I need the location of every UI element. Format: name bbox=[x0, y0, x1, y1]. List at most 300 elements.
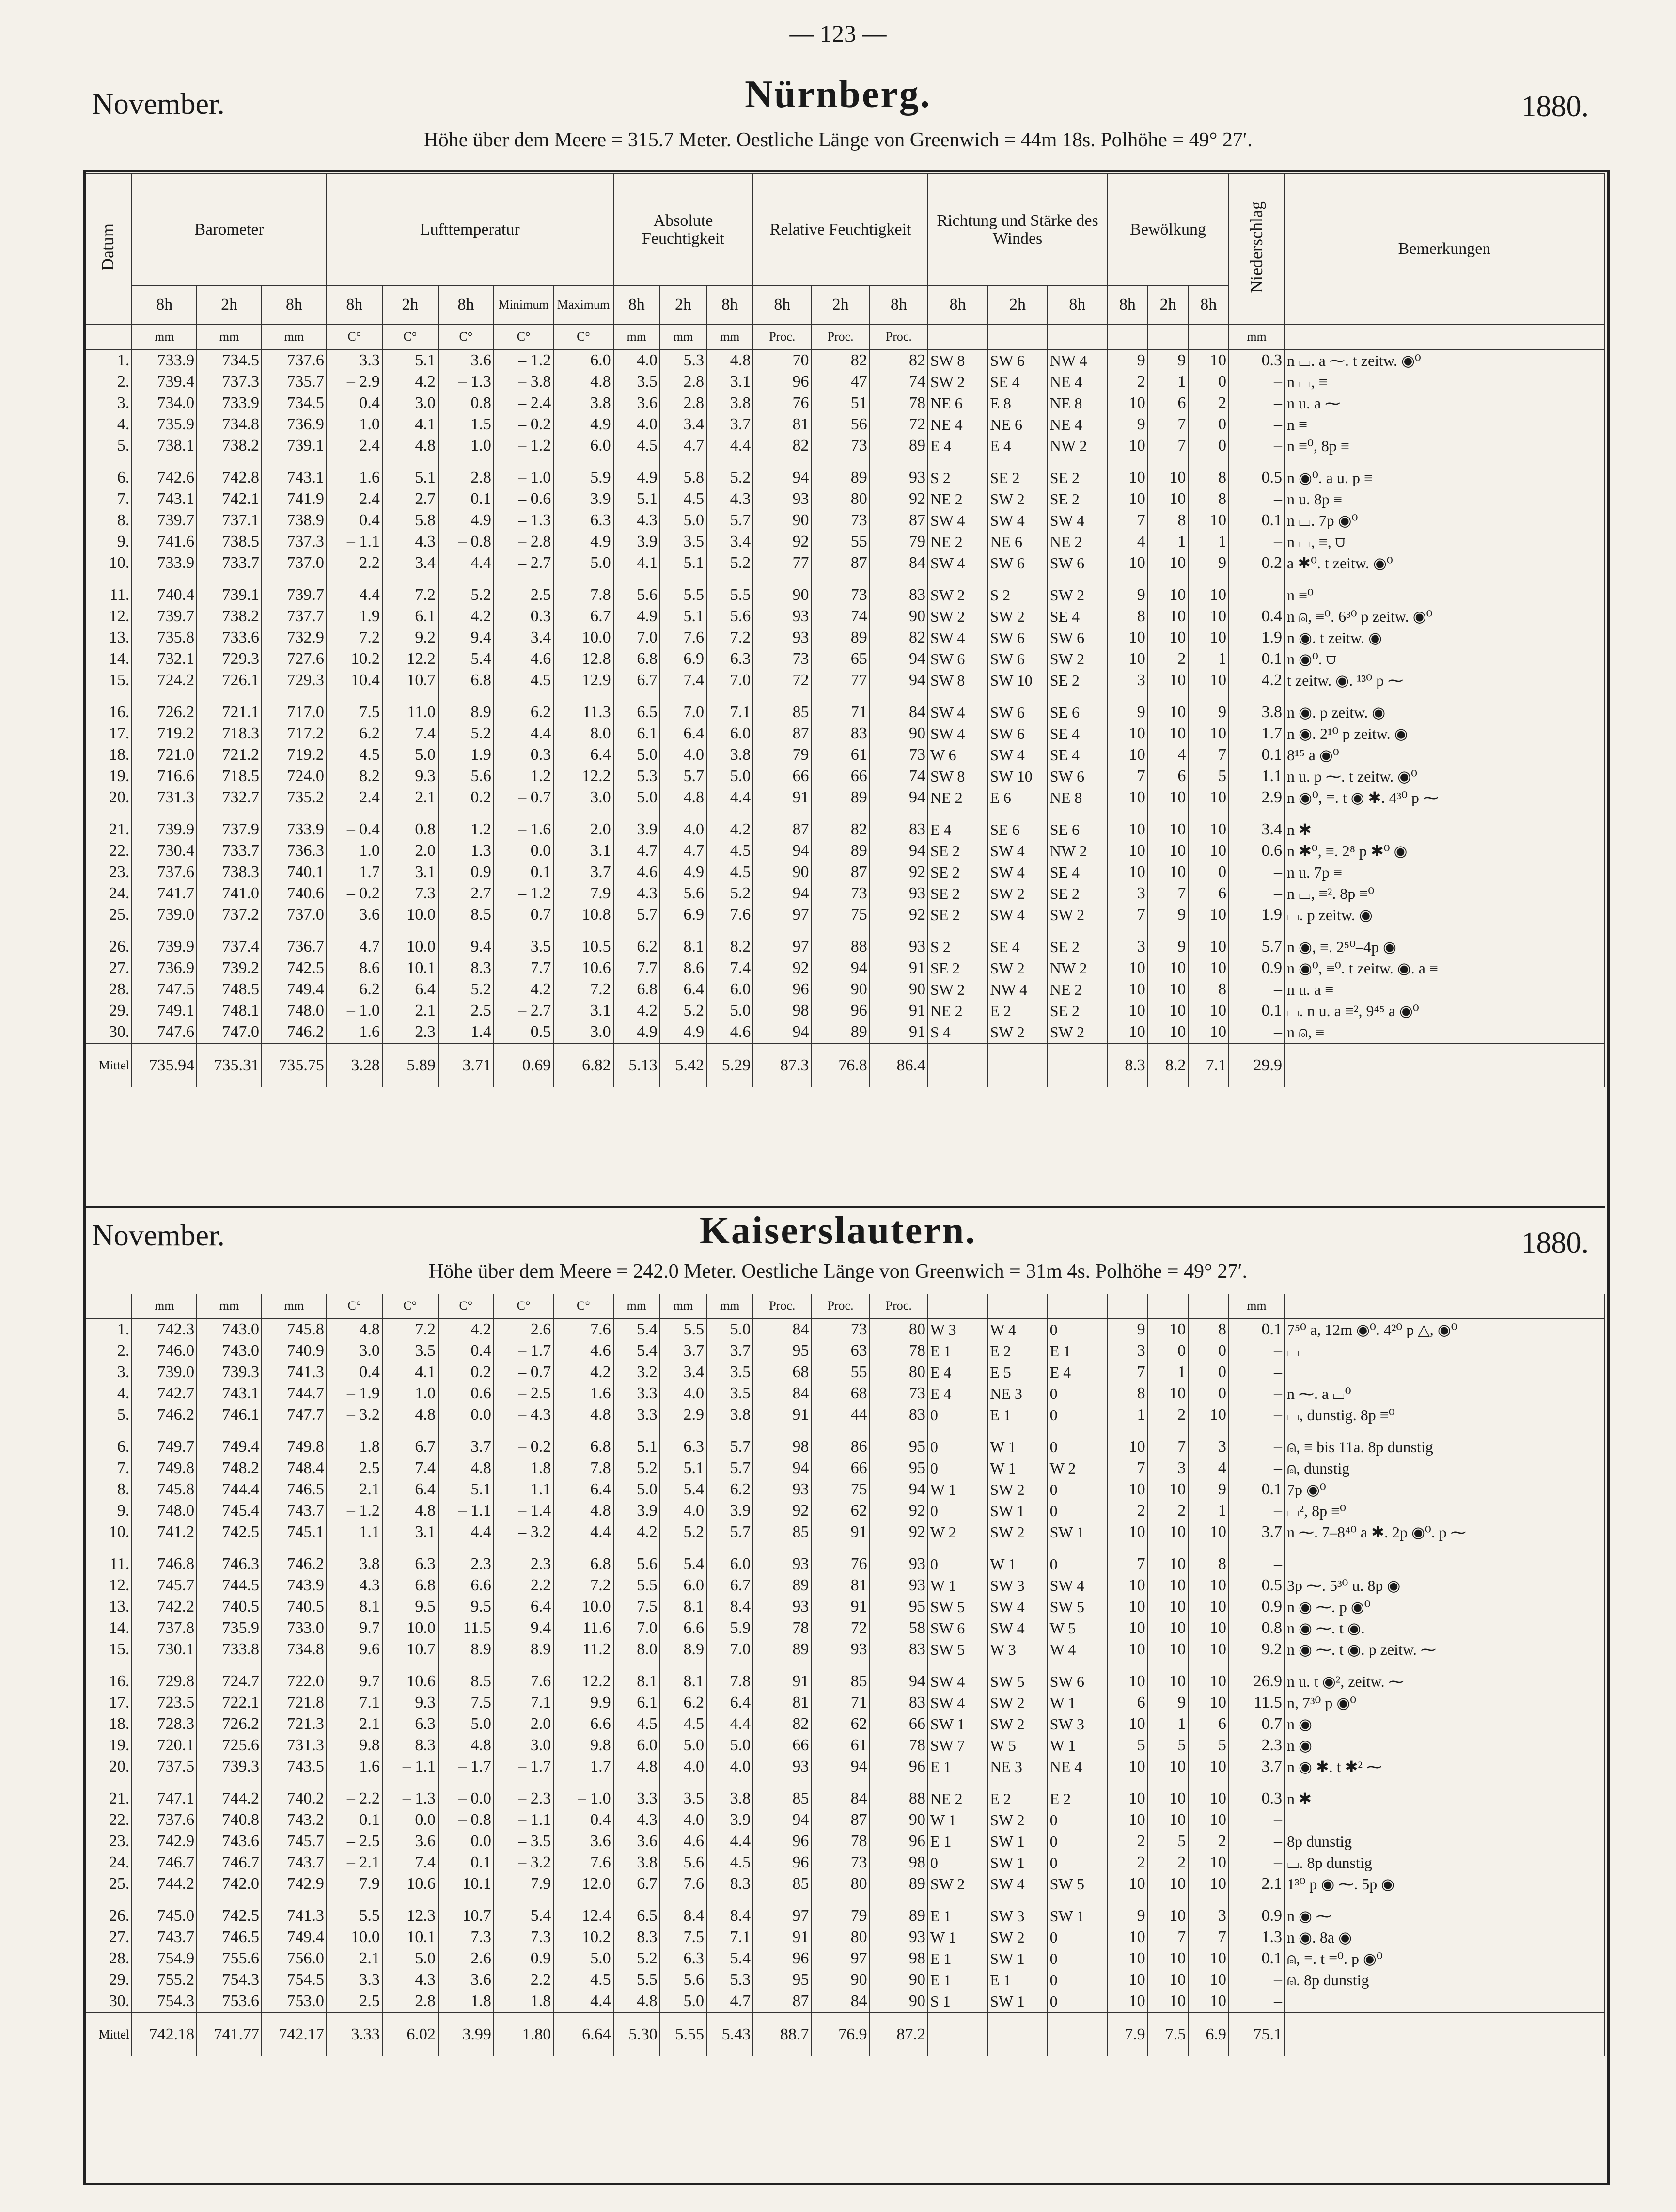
value-cell: W 1 bbox=[987, 1458, 1047, 1479]
value-cell: 0.4 bbox=[553, 1809, 613, 1831]
value-cell: 4.8 bbox=[613, 1991, 660, 2012]
hour-header-row: 8h 2h 8h 8h 2h 8h Minimum Maximum 8h 2h 8h 8h 2h 8h 8h 2h 8h 8h 2h 8h bbox=[84, 285, 1604, 324]
value-cell: 6.2 bbox=[660, 1692, 706, 1713]
remark-cell: ⍝, ≡ bis 11a. 8p dunstig bbox=[1284, 1436, 1604, 1458]
value-cell: 5.2 bbox=[438, 723, 494, 744]
value-cell: 10 bbox=[1107, 1991, 1148, 2012]
value-cell: 10.7 bbox=[438, 1905, 494, 1927]
value-cell: 10 bbox=[1188, 627, 1229, 648]
value-cell: 748.5 bbox=[197, 979, 262, 1000]
value-cell: SW 6 bbox=[987, 552, 1047, 574]
datum-header: Datum bbox=[97, 223, 117, 271]
value-cell: 749.4 bbox=[197, 1436, 262, 1458]
value-cell: 746.2 bbox=[262, 1021, 327, 1043]
unit-cell: C° bbox=[438, 1294, 494, 1318]
value-cell: 0.9 bbox=[1229, 957, 1284, 979]
value-cell: 88 bbox=[811, 936, 869, 957]
value-cell: – 3.2 bbox=[494, 1852, 553, 1873]
value-cell: NW 2 bbox=[1048, 435, 1107, 456]
value-cell: 87 bbox=[870, 510, 928, 531]
table-row bbox=[84, 510, 1604, 531]
value-cell: 3 bbox=[1148, 1458, 1189, 1479]
value-cell: 1 bbox=[1148, 531, 1189, 552]
value-cell: 721.8 bbox=[262, 1692, 327, 1713]
value-cell: 744.2 bbox=[197, 1788, 262, 1809]
value-cell: 2.1 bbox=[327, 1479, 382, 1500]
value-cell: 91 bbox=[753, 1404, 811, 1426]
value-cell: 5.0 bbox=[706, 1000, 753, 1021]
value-cell: 8 bbox=[1188, 1553, 1229, 1575]
value-cell: 734.0 bbox=[132, 392, 197, 414]
value-cell: 4.3 bbox=[706, 488, 753, 510]
mittel-cell: 6.02 bbox=[382, 2012, 438, 2056]
value-cell: 4.6 bbox=[553, 1340, 613, 1362]
value-cell: 10.0 bbox=[382, 904, 438, 926]
value-cell: 736.7 bbox=[262, 936, 327, 957]
value-cell: 8.1 bbox=[660, 1596, 706, 1617]
value-cell: 3.1 bbox=[553, 1000, 613, 1021]
value-cell: 5.5 bbox=[660, 1318, 706, 1340]
value-cell: 0.1 bbox=[327, 1809, 382, 1831]
value-cell: 0.0 bbox=[438, 1404, 494, 1426]
remark-cell bbox=[1284, 1991, 1604, 2012]
value-cell: 1.0 bbox=[327, 840, 382, 862]
value-cell: 1.7 bbox=[327, 862, 382, 883]
day-cell: 28. bbox=[84, 979, 132, 1000]
value-cell: 8.0 bbox=[613, 1639, 660, 1660]
value-cell: NE 6 bbox=[928, 392, 987, 414]
value-cell: 4.0 bbox=[613, 414, 660, 435]
table-row bbox=[84, 1479, 1604, 1500]
value-cell: 79 bbox=[870, 531, 928, 552]
value-cell: 10 bbox=[1188, 1596, 1229, 1617]
day-cell: 1. bbox=[84, 349, 132, 371]
value-cell: S 1 bbox=[928, 1991, 987, 2012]
value-cell: 9.2 bbox=[382, 627, 438, 648]
value-cell: – 2.9 bbox=[327, 371, 382, 392]
value-cell: 10 bbox=[1107, 840, 1148, 862]
day-cell: 30. bbox=[84, 1991, 132, 2012]
table-row bbox=[84, 1596, 1604, 1617]
value-cell: SW 4 bbox=[987, 840, 1047, 862]
value-cell: 743.7 bbox=[262, 1500, 327, 1522]
value-cell: W 1 bbox=[1048, 1692, 1107, 1713]
value-cell: 89 bbox=[811, 627, 869, 648]
value-cell: 4.2 bbox=[382, 371, 438, 392]
value-cell: 7.3 bbox=[494, 1927, 553, 1948]
value-cell: W 6 bbox=[928, 744, 987, 766]
day-cell: 18. bbox=[84, 1713, 132, 1735]
value-cell: 6.3 bbox=[660, 1436, 706, 1458]
day-cell: 13. bbox=[84, 1596, 132, 1617]
value-cell: 7.0 bbox=[613, 1617, 660, 1639]
mittel-cell: 76.9 bbox=[811, 2012, 869, 2056]
value-cell: 89 bbox=[870, 1873, 928, 1895]
value-cell: 10 bbox=[1107, 862, 1148, 883]
value-cell: 10 bbox=[1188, 1991, 1229, 2012]
value-cell: 5.8 bbox=[382, 510, 438, 531]
table-row bbox=[84, 414, 1604, 435]
value-cell: 10 bbox=[1107, 1021, 1148, 1043]
value-cell: 721.0 bbox=[132, 744, 197, 766]
value-cell: 742.9 bbox=[132, 1831, 197, 1852]
value-cell: 744.4 bbox=[197, 1479, 262, 1500]
remark-cell: n ⌴, ≡². 8p ≡⁰ bbox=[1284, 883, 1604, 904]
value-cell: – bbox=[1229, 1852, 1284, 1873]
value-cell: 742.5 bbox=[197, 1522, 262, 1543]
value-cell: 5.0 bbox=[553, 1948, 613, 1969]
value-cell: 1.2 bbox=[438, 819, 494, 840]
value-cell: 0 bbox=[928, 1553, 987, 1575]
table-row bbox=[84, 1362, 1604, 1383]
value-cell: 7.2 bbox=[553, 979, 613, 1000]
value-cell: 5.2 bbox=[438, 584, 494, 606]
table-row bbox=[84, 979, 1604, 1000]
value-cell: 743.0 bbox=[197, 1318, 262, 1340]
value-cell: 4.8 bbox=[660, 787, 706, 808]
value-cell: 0 bbox=[1048, 1969, 1107, 1991]
value-cell: SW 2 bbox=[1048, 904, 1107, 926]
value-cell: 9 bbox=[1188, 1479, 1229, 1500]
day-cell: 5. bbox=[84, 435, 132, 456]
value-cell: 3 bbox=[1188, 1436, 1229, 1458]
mittel-cell: 75.1 bbox=[1229, 2012, 1284, 2056]
value-cell: 80 bbox=[811, 1927, 869, 1948]
value-cell: 58 bbox=[870, 1617, 928, 1639]
value-cell: 11.3 bbox=[553, 702, 613, 723]
value-cell: 10 bbox=[1188, 787, 1229, 808]
value-cell: 80 bbox=[870, 1318, 928, 1340]
nuernberg-month: November. bbox=[92, 88, 225, 121]
value-cell: 9.4 bbox=[494, 1617, 553, 1639]
remark-cell: ⍝. 8p dunstig bbox=[1284, 1969, 1604, 1991]
value-cell: 3.7 bbox=[553, 862, 613, 883]
table-row bbox=[84, 1692, 1604, 1713]
value-cell: 736.9 bbox=[132, 957, 197, 979]
value-cell: 0.6 bbox=[438, 1383, 494, 1404]
value-cell: 2.5 bbox=[438, 1000, 494, 1021]
table-row bbox=[84, 1991, 1604, 2012]
value-cell: SW 2 bbox=[987, 1713, 1047, 1735]
value-cell: SE 2 bbox=[987, 467, 1047, 488]
table-row bbox=[84, 670, 1604, 691]
value-cell: 748.0 bbox=[262, 1000, 327, 1021]
value-cell: SW 4 bbox=[928, 702, 987, 723]
value-cell: SW 2 bbox=[987, 1809, 1047, 1831]
value-cell: 7 bbox=[1148, 883, 1189, 904]
value-cell: 10.1 bbox=[382, 957, 438, 979]
value-cell: 0.0 bbox=[382, 1809, 438, 1831]
value-cell: 0 bbox=[1048, 1809, 1107, 1831]
value-cell: 6.3 bbox=[706, 648, 753, 670]
value-cell: 3.9 bbox=[613, 819, 660, 840]
barometer-header: Barometer bbox=[132, 174, 327, 285]
value-cell: 3.6 bbox=[327, 904, 382, 926]
value-cell: 8.1 bbox=[660, 936, 706, 957]
value-cell: 8.9 bbox=[660, 1639, 706, 1660]
value-cell: 8.9 bbox=[438, 702, 494, 723]
value-cell: W 2 bbox=[928, 1522, 987, 1543]
unit-cell: mm bbox=[262, 324, 327, 349]
value-cell: 7.2 bbox=[382, 1318, 438, 1340]
value-cell: SW 2 bbox=[1048, 584, 1107, 606]
table-row bbox=[84, 1735, 1604, 1756]
value-cell: 10 bbox=[1148, 1671, 1189, 1692]
mittel-cell bbox=[1284, 2012, 1604, 2056]
group-spacer bbox=[84, 574, 1604, 584]
value-cell: 0.4 bbox=[438, 1340, 494, 1362]
value-cell: 10 bbox=[1188, 1756, 1229, 1777]
remark-cell bbox=[1284, 1553, 1604, 1575]
value-cell: 8.3 bbox=[382, 1735, 438, 1756]
day-cell: 7. bbox=[84, 1458, 132, 1479]
remark-cell: n ◉ bbox=[1284, 1735, 1604, 1756]
value-cell: 4.5 bbox=[706, 1852, 753, 1873]
value-cell: – 0.8 bbox=[438, 1809, 494, 1831]
remark-cell bbox=[1284, 1809, 1604, 1831]
remark-cell: ⍝, ≡. t ≡⁰. p ◉⁰ bbox=[1284, 1948, 1604, 1969]
value-cell: 5.0 bbox=[706, 766, 753, 787]
value-cell: 6 bbox=[1148, 392, 1189, 414]
value-cell: 1.6 bbox=[327, 1756, 382, 1777]
value-cell: 0 bbox=[1188, 862, 1229, 883]
value-cell: 96 bbox=[753, 1948, 811, 1969]
value-cell: SE 4 bbox=[1048, 862, 1107, 883]
value-cell: 747.1 bbox=[132, 1788, 197, 1809]
value-cell: 66 bbox=[753, 766, 811, 787]
unit-cell bbox=[1107, 1294, 1148, 1318]
value-cell: 85 bbox=[753, 1788, 811, 1809]
value-cell: E 2 bbox=[1048, 1788, 1107, 1809]
value-cell: 92 bbox=[870, 1500, 928, 1522]
value-cell: 2.6 bbox=[494, 1318, 553, 1340]
value-cell: 746.2 bbox=[262, 1553, 327, 1575]
day-cell: 10. bbox=[84, 1522, 132, 1543]
value-cell: 0.1 bbox=[1229, 1479, 1284, 1500]
value-cell: – 0.7 bbox=[494, 787, 553, 808]
value-cell: 10 bbox=[1107, 1671, 1148, 1692]
value-cell: 737.5 bbox=[132, 1756, 197, 1777]
value-cell: SW 8 bbox=[928, 766, 987, 787]
unit-cell bbox=[1048, 324, 1107, 349]
value-cell: 55 bbox=[811, 1362, 869, 1383]
value-cell: 98 bbox=[753, 1436, 811, 1458]
value-cell: 8 bbox=[1107, 606, 1148, 627]
value-cell: SW 5 bbox=[1048, 1596, 1107, 1617]
value-cell: 3.0 bbox=[382, 392, 438, 414]
value-cell: 10 bbox=[1148, 606, 1189, 627]
mittel-cell: 735.31 bbox=[197, 1043, 262, 1087]
value-cell: 3.5 bbox=[494, 936, 553, 957]
value-cell: 3.9 bbox=[613, 531, 660, 552]
value-cell: 10 bbox=[1148, 979, 1189, 1000]
value-cell: 3.8 bbox=[553, 392, 613, 414]
table-row bbox=[84, 531, 1604, 552]
mittel-cell: 3.99 bbox=[438, 2012, 494, 2056]
value-cell: 737.8 bbox=[132, 1617, 197, 1639]
value-cell: SW 4 bbox=[928, 552, 987, 574]
value-cell: SW 10 bbox=[987, 670, 1047, 691]
value-cell: SW 1 bbox=[987, 1948, 1047, 1969]
value-cell: 4.6 bbox=[706, 1021, 753, 1043]
value-cell: 740.1 bbox=[262, 862, 327, 883]
value-cell: – bbox=[1229, 1500, 1284, 1522]
value-cell: 85 bbox=[753, 1522, 811, 1543]
value-cell: SW 2 bbox=[987, 488, 1047, 510]
value-cell: 9.3 bbox=[382, 1692, 438, 1713]
value-cell: 748.2 bbox=[197, 1458, 262, 1479]
value-cell: 7.8 bbox=[706, 1671, 753, 1692]
value-cell: 10 bbox=[1188, 819, 1229, 840]
value-cell: 2.7 bbox=[438, 883, 494, 904]
value-cell: W 1 bbox=[1048, 1735, 1107, 1756]
value-cell: 10 bbox=[1188, 606, 1229, 627]
value-cell: 737.3 bbox=[197, 371, 262, 392]
value-cell: 3.1 bbox=[706, 371, 753, 392]
value-cell: 1.7 bbox=[553, 1756, 613, 1777]
value-cell: 10 bbox=[1148, 723, 1189, 744]
value-cell: 4.7 bbox=[613, 840, 660, 862]
remark-cell: n ◉⁰, ≡⁰. t zeitw. ◉. a ≡ bbox=[1284, 957, 1604, 979]
value-cell: E 4 bbox=[928, 819, 987, 840]
value-cell: 8.4 bbox=[660, 1905, 706, 1927]
unit-cell: C° bbox=[327, 324, 382, 349]
value-cell: 10 bbox=[1188, 1021, 1229, 1043]
value-cell: 4.2 bbox=[438, 1318, 494, 1340]
mittel-cell: 5.43 bbox=[706, 2012, 753, 2056]
nuernberg-table-body bbox=[84, 324, 1604, 1087]
day-cell: 2. bbox=[84, 371, 132, 392]
value-cell: 3.5 bbox=[382, 1340, 438, 1362]
value-cell: 3.4 bbox=[494, 627, 553, 648]
value-cell: NE 2 bbox=[928, 1000, 987, 1021]
value-cell: SE 4 bbox=[1048, 744, 1107, 766]
value-cell: SW 2 bbox=[987, 1479, 1047, 1500]
value-cell: 8.3 bbox=[613, 1927, 660, 1948]
value-cell: 1.4 bbox=[438, 1021, 494, 1043]
value-cell: – 1.1 bbox=[382, 1756, 438, 1777]
value-cell: 736.3 bbox=[262, 840, 327, 862]
value-cell: 10 bbox=[1107, 1522, 1148, 1543]
value-cell: 5 bbox=[1148, 1735, 1189, 1756]
value-cell: 741.3 bbox=[262, 1362, 327, 1383]
value-cell: 742.7 bbox=[132, 1383, 197, 1404]
wind-header: Richtung und Stärke des Windes bbox=[928, 174, 1107, 285]
value-cell: 91 bbox=[870, 1021, 928, 1043]
table-row bbox=[84, 1021, 1604, 1043]
value-cell: – 1.2 bbox=[327, 1500, 382, 1522]
value-cell: 12.0 bbox=[553, 1873, 613, 1895]
value-cell: 91 bbox=[811, 1596, 869, 1617]
value-cell: SW 1 bbox=[987, 1991, 1047, 2012]
value-cell: 91 bbox=[753, 1671, 811, 1692]
value-cell: 8.9 bbox=[494, 1639, 553, 1660]
value-cell: 5.3 bbox=[613, 766, 660, 787]
value-cell: 2.9 bbox=[1229, 787, 1284, 808]
value-cell: 0 bbox=[928, 1852, 987, 1873]
value-cell: 4.8 bbox=[706, 349, 753, 371]
unit-cell bbox=[1148, 1294, 1189, 1318]
value-cell: 737.4 bbox=[197, 936, 262, 957]
value-cell: 743.5 bbox=[262, 1756, 327, 1777]
value-cell: 84 bbox=[870, 552, 928, 574]
value-cell: NE 4 bbox=[1048, 1756, 1107, 1777]
value-cell: 4.4 bbox=[327, 584, 382, 606]
value-cell: 0 bbox=[1188, 1362, 1229, 1383]
value-cell: 6.4 bbox=[382, 1479, 438, 1500]
value-cell: 73 bbox=[811, 883, 869, 904]
value-cell: 735.8 bbox=[132, 627, 197, 648]
value-cell: 88 bbox=[870, 1788, 928, 1809]
value-cell: 10.2 bbox=[553, 1927, 613, 1948]
value-cell: – 1.3 bbox=[438, 371, 494, 392]
table-row bbox=[84, 883, 1604, 904]
value-cell: 1.2 bbox=[494, 766, 553, 787]
value-cell: 2.0 bbox=[553, 819, 613, 840]
day-cell: 3. bbox=[84, 392, 132, 414]
value-cell: SW 5 bbox=[987, 1671, 1047, 1692]
value-cell: 93 bbox=[870, 1575, 928, 1596]
value-cell: 5.5 bbox=[613, 1969, 660, 1991]
value-cell: 10 bbox=[1188, 957, 1229, 979]
value-cell: 10 bbox=[1188, 1000, 1229, 1021]
value-cell: W 1 bbox=[987, 1436, 1047, 1458]
value-cell: 3 bbox=[1107, 670, 1148, 691]
value-cell: 1.0 bbox=[327, 414, 382, 435]
value-cell: 4.2 bbox=[706, 819, 753, 840]
value-cell: SW 4 bbox=[928, 627, 987, 648]
mittel-label: Mittel bbox=[84, 1043, 132, 1087]
value-cell: 8.9 bbox=[438, 1639, 494, 1660]
value-cell: 5.0 bbox=[438, 1713, 494, 1735]
value-cell: 7.6 bbox=[553, 1318, 613, 1340]
value-cell: 738.1 bbox=[132, 435, 197, 456]
value-cell: 10 bbox=[1148, 840, 1189, 862]
value-cell: 1.8 bbox=[494, 1458, 553, 1479]
value-cell: 10 bbox=[1107, 435, 1148, 456]
value-cell: – bbox=[1229, 435, 1284, 456]
group-spacer bbox=[84, 691, 1604, 702]
value-cell: E 8 bbox=[987, 392, 1047, 414]
value-cell: 10 bbox=[1148, 819, 1189, 840]
value-cell: 718.3 bbox=[197, 723, 262, 744]
value-cell: 4.0 bbox=[660, 1809, 706, 1831]
value-cell: 5.5 bbox=[613, 1575, 660, 1596]
mittel-cell: 7.9 bbox=[1107, 2012, 1148, 2056]
value-cell: 5.6 bbox=[660, 1969, 706, 1991]
value-cell: 754.3 bbox=[132, 1991, 197, 2012]
value-cell: 95 bbox=[753, 1969, 811, 1991]
value-cell: 10 bbox=[1188, 1575, 1229, 1596]
value-cell: SW 3 bbox=[987, 1905, 1047, 1927]
value-cell: 4.4 bbox=[706, 1713, 753, 1735]
top-rule bbox=[83, 170, 1605, 172]
value-cell: – bbox=[1229, 1809, 1284, 1831]
value-cell: 73 bbox=[870, 744, 928, 766]
day-cell: 16. bbox=[84, 1671, 132, 1692]
value-cell: 10 bbox=[1107, 1969, 1148, 1991]
value-cell: 740.2 bbox=[262, 1788, 327, 1809]
value-cell: 0 bbox=[1048, 1831, 1107, 1852]
value-cell: 4.2 bbox=[613, 1522, 660, 1543]
value-cell: NW 4 bbox=[987, 979, 1047, 1000]
value-cell: 742.6 bbox=[132, 467, 197, 488]
day-cell: 1. bbox=[84, 1318, 132, 1340]
value-cell: 3.1 bbox=[382, 862, 438, 883]
value-cell: 2.2 bbox=[327, 552, 382, 574]
value-cell: 747.5 bbox=[132, 979, 197, 1000]
value-cell: 83 bbox=[811, 723, 869, 744]
